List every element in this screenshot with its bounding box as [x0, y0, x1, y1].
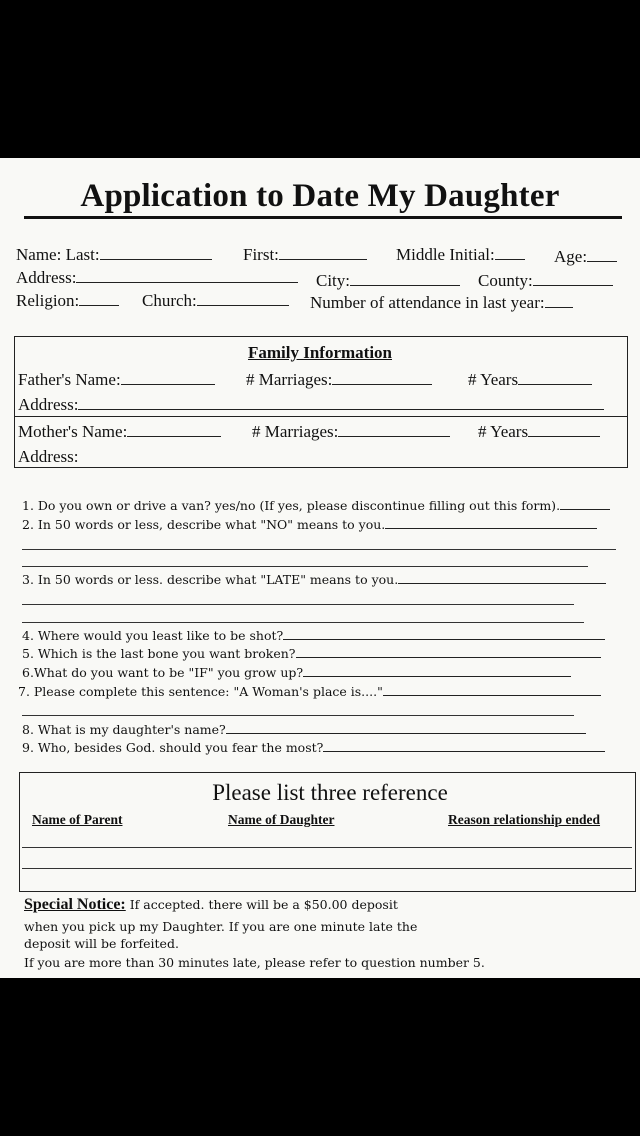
reference-row[interactable] — [22, 868, 632, 869]
question-4 — [22, 628, 605, 643]
answer-line[interactable] — [22, 566, 588, 567]
question-3-field[interactable] — [398, 573, 606, 584]
notice-line-2: when you pick up my Daughter. If you are one minute late the — [24, 919, 418, 934]
row-mother-address — [18, 447, 78, 467]
notice-line-4: If you are more than 30 minutes late, please refer to question number 5. — [24, 955, 485, 970]
question-6-field[interactable] — [303, 666, 571, 677]
question-4-text: 4. Where would you least like to be shot? — [22, 628, 284, 643]
special-notice-label: Special Notice: — [24, 896, 126, 913]
mother-years-label: # Years — [478, 422, 529, 441]
row-name — [16, 245, 212, 265]
mother-name-label: Mother's Name: — [18, 422, 128, 441]
question-1 — [22, 498, 610, 513]
question-2-text: 2. In 50 words or less, describe what "NO" means to you. — [22, 517, 386, 532]
row-middle — [396, 245, 525, 265]
last-name-field[interactable] — [100, 245, 212, 260]
question-3-text: 3. In 50 words or less. describe what "LATE" means to you. — [22, 572, 399, 587]
question-6 — [22, 665, 571, 680]
row-father-years — [468, 370, 592, 390]
age-label: Age: — [554, 247, 588, 266]
row-county — [478, 271, 613, 291]
row-age — [554, 247, 617, 267]
question-7-field[interactable] — [383, 685, 601, 696]
col-reason-ended: Reason relationship ended — [448, 812, 601, 827]
row-first — [243, 245, 367, 265]
row-religion — [16, 291, 119, 311]
middle-initial-label: Middle Initial: — [396, 245, 495, 264]
answer-line[interactable] — [22, 622, 584, 623]
church-field[interactable] — [197, 291, 289, 306]
family-divider — [14, 416, 628, 417]
row-mother-years — [478, 422, 600, 442]
father-name-field[interactable] — [121, 370, 215, 385]
age-field[interactable] — [587, 247, 617, 262]
question-9 — [22, 740, 605, 755]
row-mother — [18, 422, 221, 442]
row-address — [16, 268, 298, 288]
mother-years-field[interactable] — [528, 422, 600, 437]
row-father — [18, 370, 215, 390]
city-label: City: — [316, 271, 351, 290]
question-9-text: 9. Who, besides God. should you fear the most? — [22, 740, 324, 755]
row-father-address — [18, 395, 604, 415]
notice-line-3: deposit will be forfeited. — [24, 936, 179, 951]
father-marriages-field[interactable] — [332, 370, 432, 385]
references-heading: Please list three reference — [212, 780, 448, 805]
question-8-text: 8. What is my daughter's name? — [22, 722, 226, 737]
middle-initial-field[interactable] — [495, 245, 525, 260]
address-field[interactable] — [76, 268, 298, 283]
question-1-field[interactable] — [560, 499, 610, 510]
row-church — [142, 291, 289, 311]
notice-line-1 — [24, 896, 398, 914]
question-6-text: 6.What do you want to be "IF" you grow up? — [22, 665, 304, 680]
answer-line[interactable] — [22, 549, 616, 550]
church-label: Church: — [142, 291, 197, 310]
title-underline — [24, 216, 622, 219]
question-5-field[interactable] — [296, 647, 601, 658]
question-5-text: 5. Which is the last bone you want broken? — [22, 646, 296, 661]
father-name-label: Father's Name: — [18, 370, 121, 389]
question-2-field[interactable] — [385, 518, 597, 529]
first-name-label: First: — [243, 245, 279, 264]
question-7-text: 7. Please complete this sentence: "A Woman's place is...." — [18, 684, 383, 699]
family-info-heading: Family Information — [247, 343, 393, 362]
question-9-field[interactable] — [323, 741, 605, 752]
religion-label: Religion: — [16, 291, 80, 310]
attendance-field[interactable] — [545, 293, 573, 308]
father-address-field[interactable] — [78, 395, 604, 410]
col-parent-name: Name of Parent — [32, 812, 123, 827]
father-years-field[interactable] — [518, 370, 592, 385]
religion-field[interactable] — [79, 291, 119, 306]
question-1-text: 1. Do you own or drive a van? yes/no (If yes, please discontinue filling out this form). — [22, 498, 561, 513]
attendance-label: Number of attendance in last year: — [310, 293, 545, 312]
row-father-marriages — [246, 370, 432, 390]
address-label: Address: — [16, 268, 77, 287]
application-form — [0, 158, 640, 978]
question-5 — [22, 646, 601, 661]
answer-line[interactable] — [22, 604, 574, 605]
row-city — [316, 271, 460, 291]
mother-address-label: Address: — [18, 447, 79, 466]
name-last-label: Name: Last: — [16, 245, 100, 264]
question-3 — [22, 572, 606, 587]
row-attendance — [310, 293, 573, 313]
reference-row[interactable] — [22, 847, 632, 848]
question-8 — [22, 722, 586, 737]
notice-text-1: If accepted. there will be a $50.00 deposit — [129, 897, 398, 912]
question-8-field[interactable] — [226, 723, 586, 734]
father-marriages-label: # Marriages: — [246, 370, 333, 389]
city-field[interactable] — [350, 271, 460, 286]
form-title: Application to Date My Daughter — [80, 178, 560, 214]
answer-line[interactable] — [22, 715, 574, 716]
father-address-label: Address: — [18, 395, 79, 414]
col-daughter-name: Name of Daughter — [228, 812, 335, 827]
question-7 — [18, 684, 601, 699]
county-field[interactable] — [533, 271, 613, 286]
row-mother-marriages — [252, 422, 450, 442]
county-label: County: — [478, 271, 533, 290]
mother-marriages-field[interactable] — [338, 422, 450, 437]
father-years-label: # Years — [468, 370, 519, 389]
mother-marriages-label: # Marriages: — [252, 422, 339, 441]
first-name-field[interactable] — [279, 245, 367, 260]
mother-name-field[interactable] — [127, 422, 221, 437]
question-2 — [22, 517, 597, 532]
question-4-field[interactable] — [283, 629, 605, 640]
